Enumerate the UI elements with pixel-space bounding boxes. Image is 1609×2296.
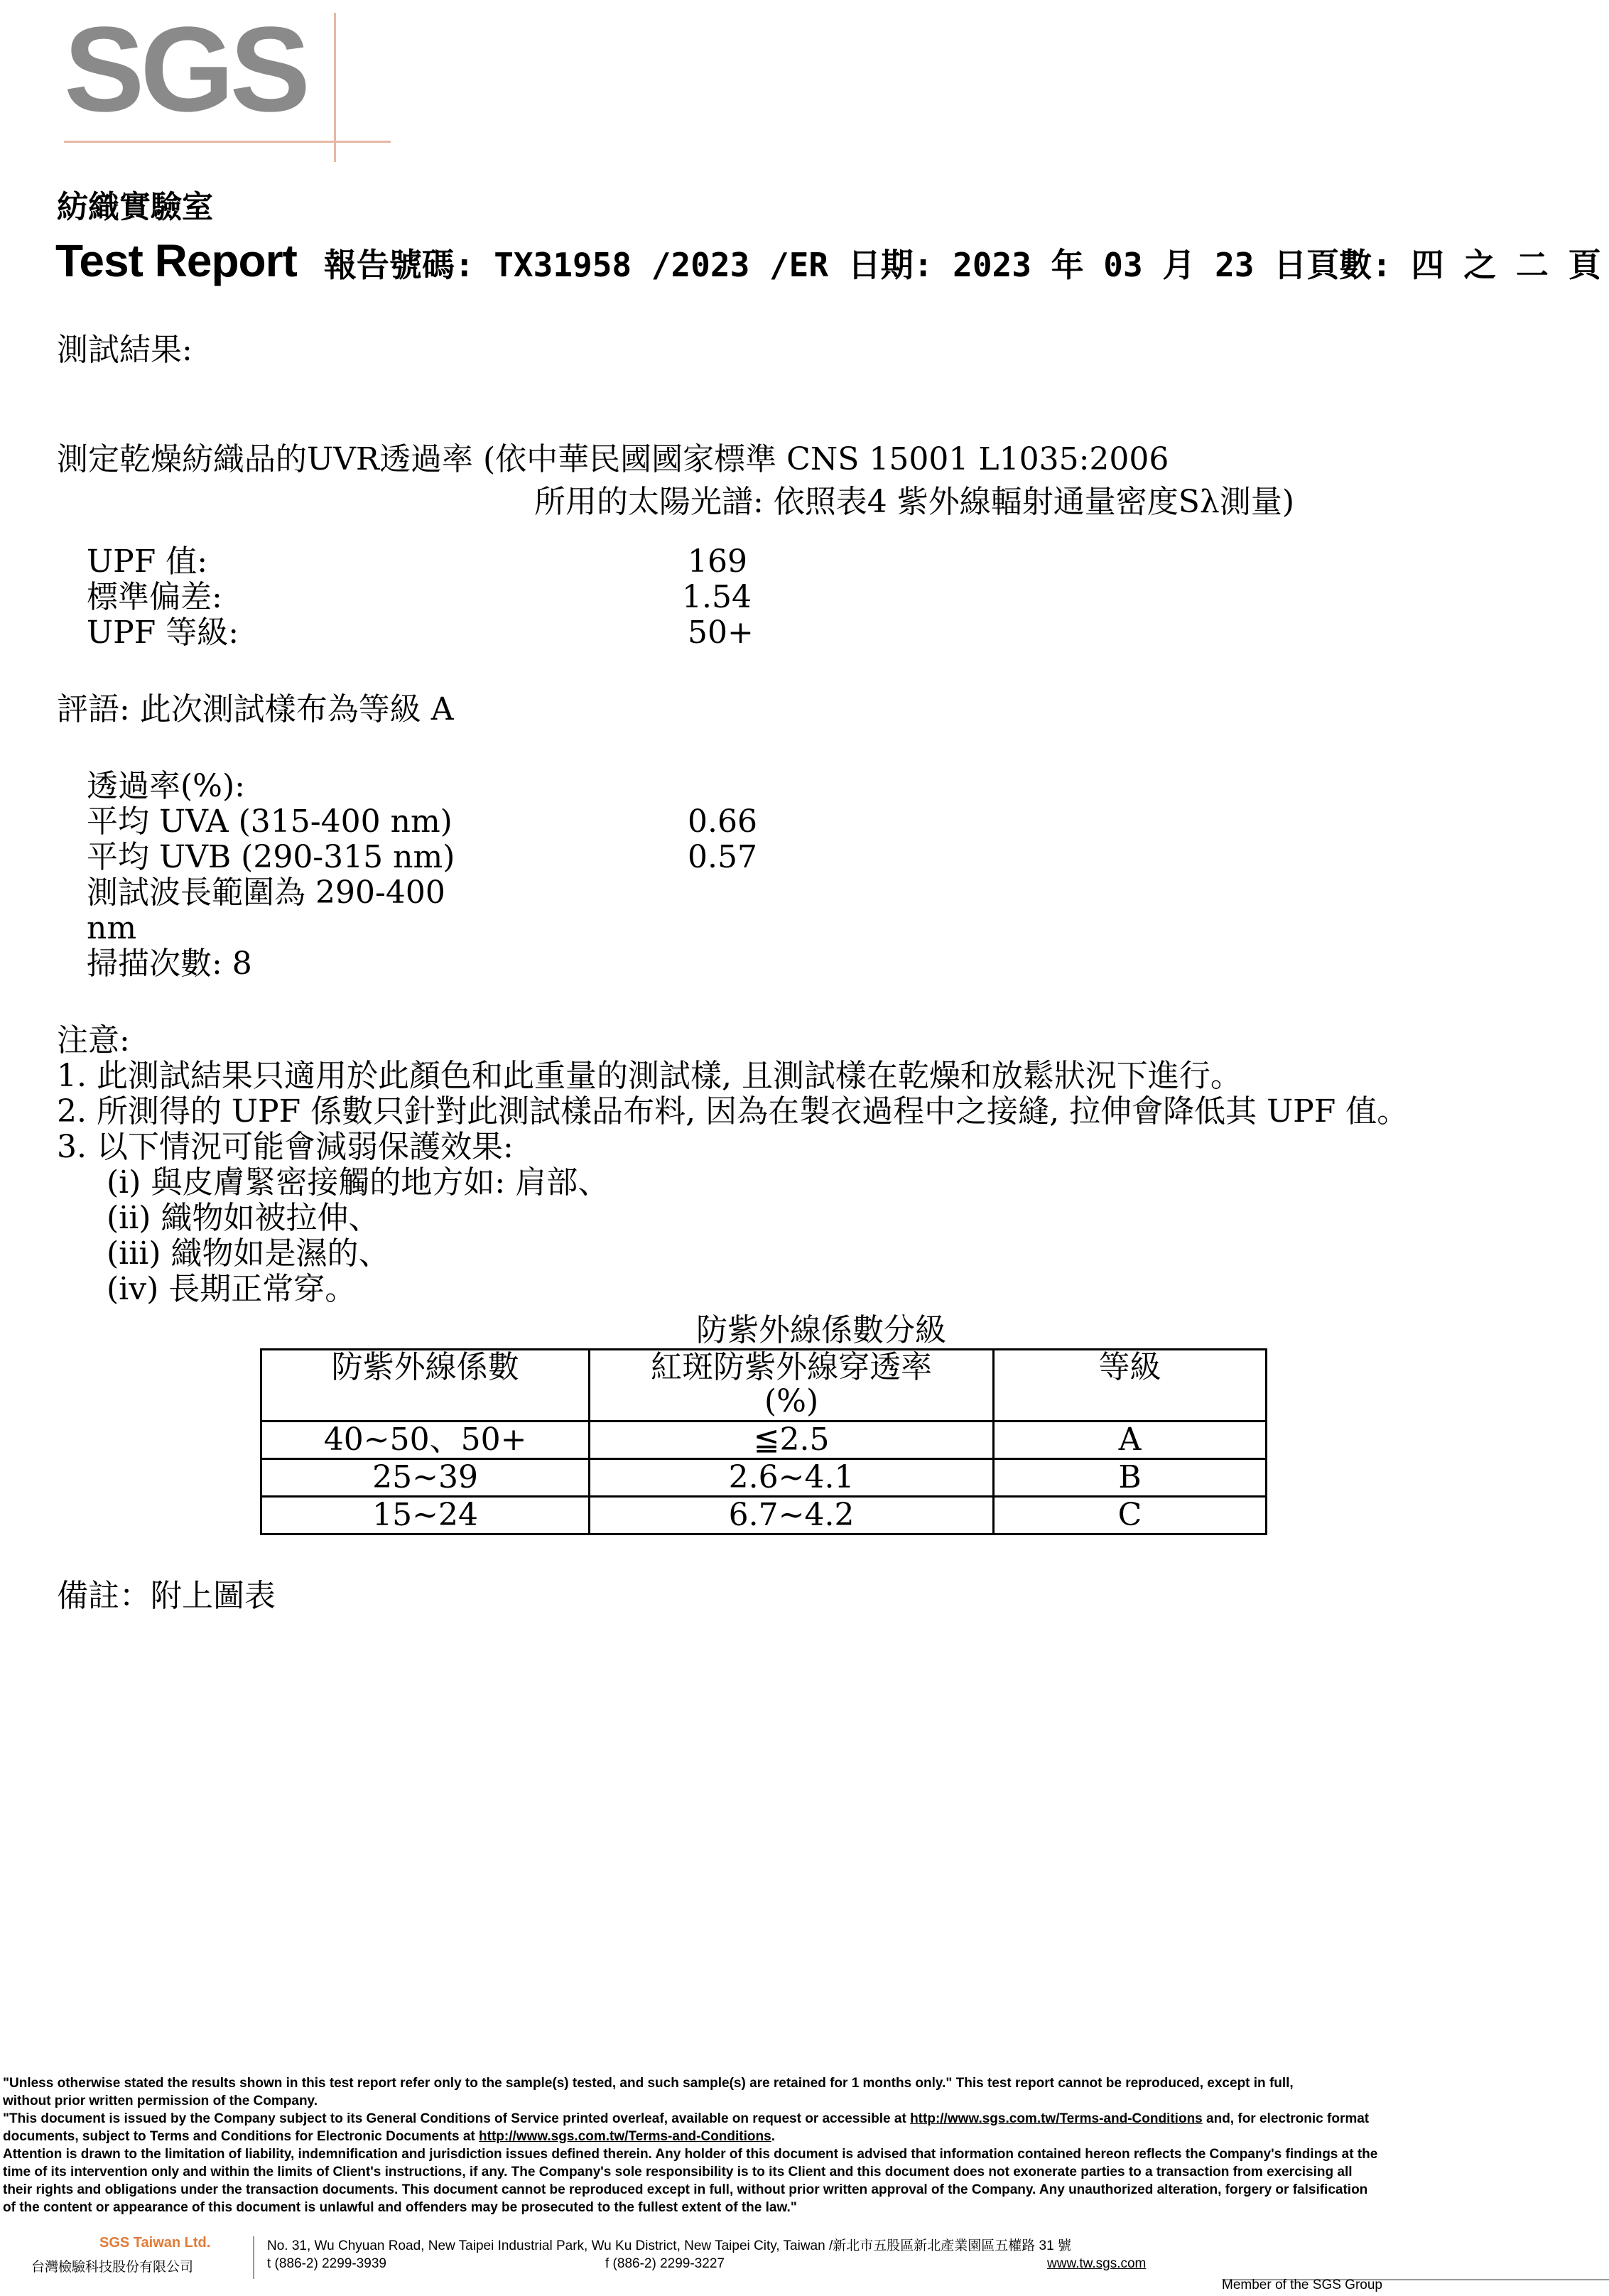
terms-link[interactable]: http://www.sgs.com.tw/Terms-and-Conditions [479,2129,771,2144]
report-title-row [55,234,1601,287]
table-caption: 防紫外線係數分級 [696,1312,946,1348]
company-name-en: SGS Taiwan Ltd. [99,2235,211,2251]
uva-label: 平均 UVA (315-400 nm) [87,803,453,840]
table-cell: A [994,1422,1267,1459]
sgs-logo [64,2,327,137]
comment: 評語: 此次測試樣布為等級 A [57,691,454,727]
table-cell: 2.6~4.1 [590,1459,994,1497]
table-cell: 40~50、50+ [261,1422,590,1459]
table-cell: 6.7~4.2 [590,1497,994,1534]
transmittance-heading: 透過率(%): [87,768,245,804]
note-sub-item: (iv) 長期正常穿。 [107,1271,357,1307]
disclaimer-line: of the content or appearance of this document is unlawful and offenders may be prosecuted to the fullest extent of the law." [3,2200,797,2215]
report-meta: 報告號碼: TX31958 /2023 /ER 日期: 2023 年 03 月 23 日頁數: 四 之 二 頁 [323,246,1601,284]
method-line-1: 測定乾燥紡織品的UVR透過率 (依中華民國國家標準 CNS 15001 L1035:2006 [57,441,1169,477]
company-phone: t (886-2) 2299-3939 [267,2256,386,2271]
logo-vertical-rule [334,13,336,162]
wavelength-range-line-1: 測試波長範圍為 290-400 [87,874,445,911]
table-row [261,1459,1267,1497]
results-heading: 測試結果: [57,332,193,368]
header-erythemal-transmittance [590,1350,994,1422]
disclaimer-text: documents, subject to Terms and Conditions for Electronic Documents at [3,2129,480,2144]
sgs-group-member: Member of the SGS Group [1222,2278,1382,2292]
table-cell: ≦2.5 [590,1422,994,1459]
table-cell: 15~24 [261,1497,590,1534]
note-item: 1. 此測試結果只適用於此顏色和此重量的測試樣, 且測試樣在乾燥和放鬆狀況下進行。 [57,1058,1242,1094]
note-sub-item: (i) 與皮膚緊密接觸的地方如: 肩部、 [107,1164,610,1201]
sgs-logo-text: SGS [64,2,307,137]
table-cell: C [994,1497,1267,1534]
header-upf-factor: 防紫外線係數 [261,1350,590,1422]
std-deviation-value: 1.54 [682,579,752,615]
note-sub-item: (iii) 織物如是濕的、 [107,1235,390,1272]
table-cell: 25~39 [261,1459,590,1497]
test-report-title: Test Report [55,235,297,286]
header-grade: 等級 [994,1350,1267,1422]
upf-grade-label: UPF 等級: [87,614,239,651]
company-website-link[interactable]: www.tw.sgs.com [1047,2256,1147,2271]
terms-link[interactable]: http://www.sgs.com.tw/Terms-and-Conditions [910,2111,1203,2126]
company-fax: f (886-2) 2299-3227 [605,2256,725,2271]
upf-grade-value: 50+ [688,614,754,651]
table-cell: B [994,1459,1267,1497]
table-header-row [261,1350,1267,1422]
disclaimer-text: and, for electronic format [1202,2111,1370,2126]
table-row [261,1497,1267,1534]
disclaimer-line: time of its intervention only and within the limits of Client's instructions, if any. The Company's sole responsibility is to its Client and this document does not exonerate parties to a transaction from exercising all [3,2165,1353,2179]
company-address: No. 31, Wu Chyuan Road, New Taipei Industrial Park, Wu Ku District, New Taipei City, Taiwan /新北市五股區新北產業園區五權路 31 號 [267,2238,1071,2253]
disclaimer-line [3,2110,1369,2128]
company-name-zh: 台灣檢驗科技股份有限公司 [31,2260,194,2275]
disclaimer-line: Attention is drawn to the limitation of liability, indemnification and jurisdiction issues defined therein. Any holder of this document is advised that information contained hereon reflects the Company's findings at the [3,2147,1378,2162]
disclaimer-text: "This document is issued by the Company subject to its General Conditions of Service printed overleaf, available on request or accessible at [3,2111,911,2126]
remark: 備註：附上圖表 [57,1578,276,1614]
lab-name: 紡織實驗室 [57,189,213,225]
disclaimer-line [3,2128,775,2145]
disclaimer-text: . [771,2129,775,2144]
upf-value-label: UPF 值: [87,543,208,580]
note-item: 2. 所測得的 UPF 係數只針對此測試樣品布料, 因為在製衣過程中之接縫, 拉伸會降低其 UPF 值。 [57,1093,1409,1130]
disclaimer-line: without prior written permission of the Company. [3,2094,318,2108]
upf-classification-table [260,1348,1267,1535]
table-row [261,1422,1267,1459]
disclaimer-line: their rights and obligations under the transaction documents. This document cannot be reproduced except in full, without prior written approval of the Company. Any unauthorized alteration, forgery or falsification [3,2182,1368,2197]
std-deviation-label: 標準偏差: [87,579,222,615]
logo-horizontal-rule [64,141,391,143]
upf-value: 169 [688,543,747,580]
uvb-label: 平均 UVB (290-315 nm) [87,839,455,875]
wavelength-range-line-2: nm [87,910,137,946]
uvb-value: 0.57 [688,839,757,875]
header-percent-unit: (%) [764,1383,819,1419]
scan-count: 掃描次數: 8 [87,946,252,982]
note-sub-item: (ii) 織物如被拉伸、 [107,1200,380,1236]
note-item: 3. 以下情況可能會減弱保護效果: [57,1129,514,1165]
uva-value: 0.66 [688,803,757,840]
notes-heading: 注意: [57,1022,130,1058]
header-transmittance-label: 紅斑防紫外線穿透率 [651,1349,933,1385]
disclaimer-line: "Unless otherwise stated the results shown in this test report refer only to the sample(s) tested, and such sample(s) are retained for 1 months only." This test report cannot be reproduced, except in full, [3,2076,1294,2091]
footer-divider [253,2236,254,2279]
method-line-2: 所用的太陽光譜: 依照表4 紫外線輻射通量密度Sλ測量) [534,484,1294,520]
